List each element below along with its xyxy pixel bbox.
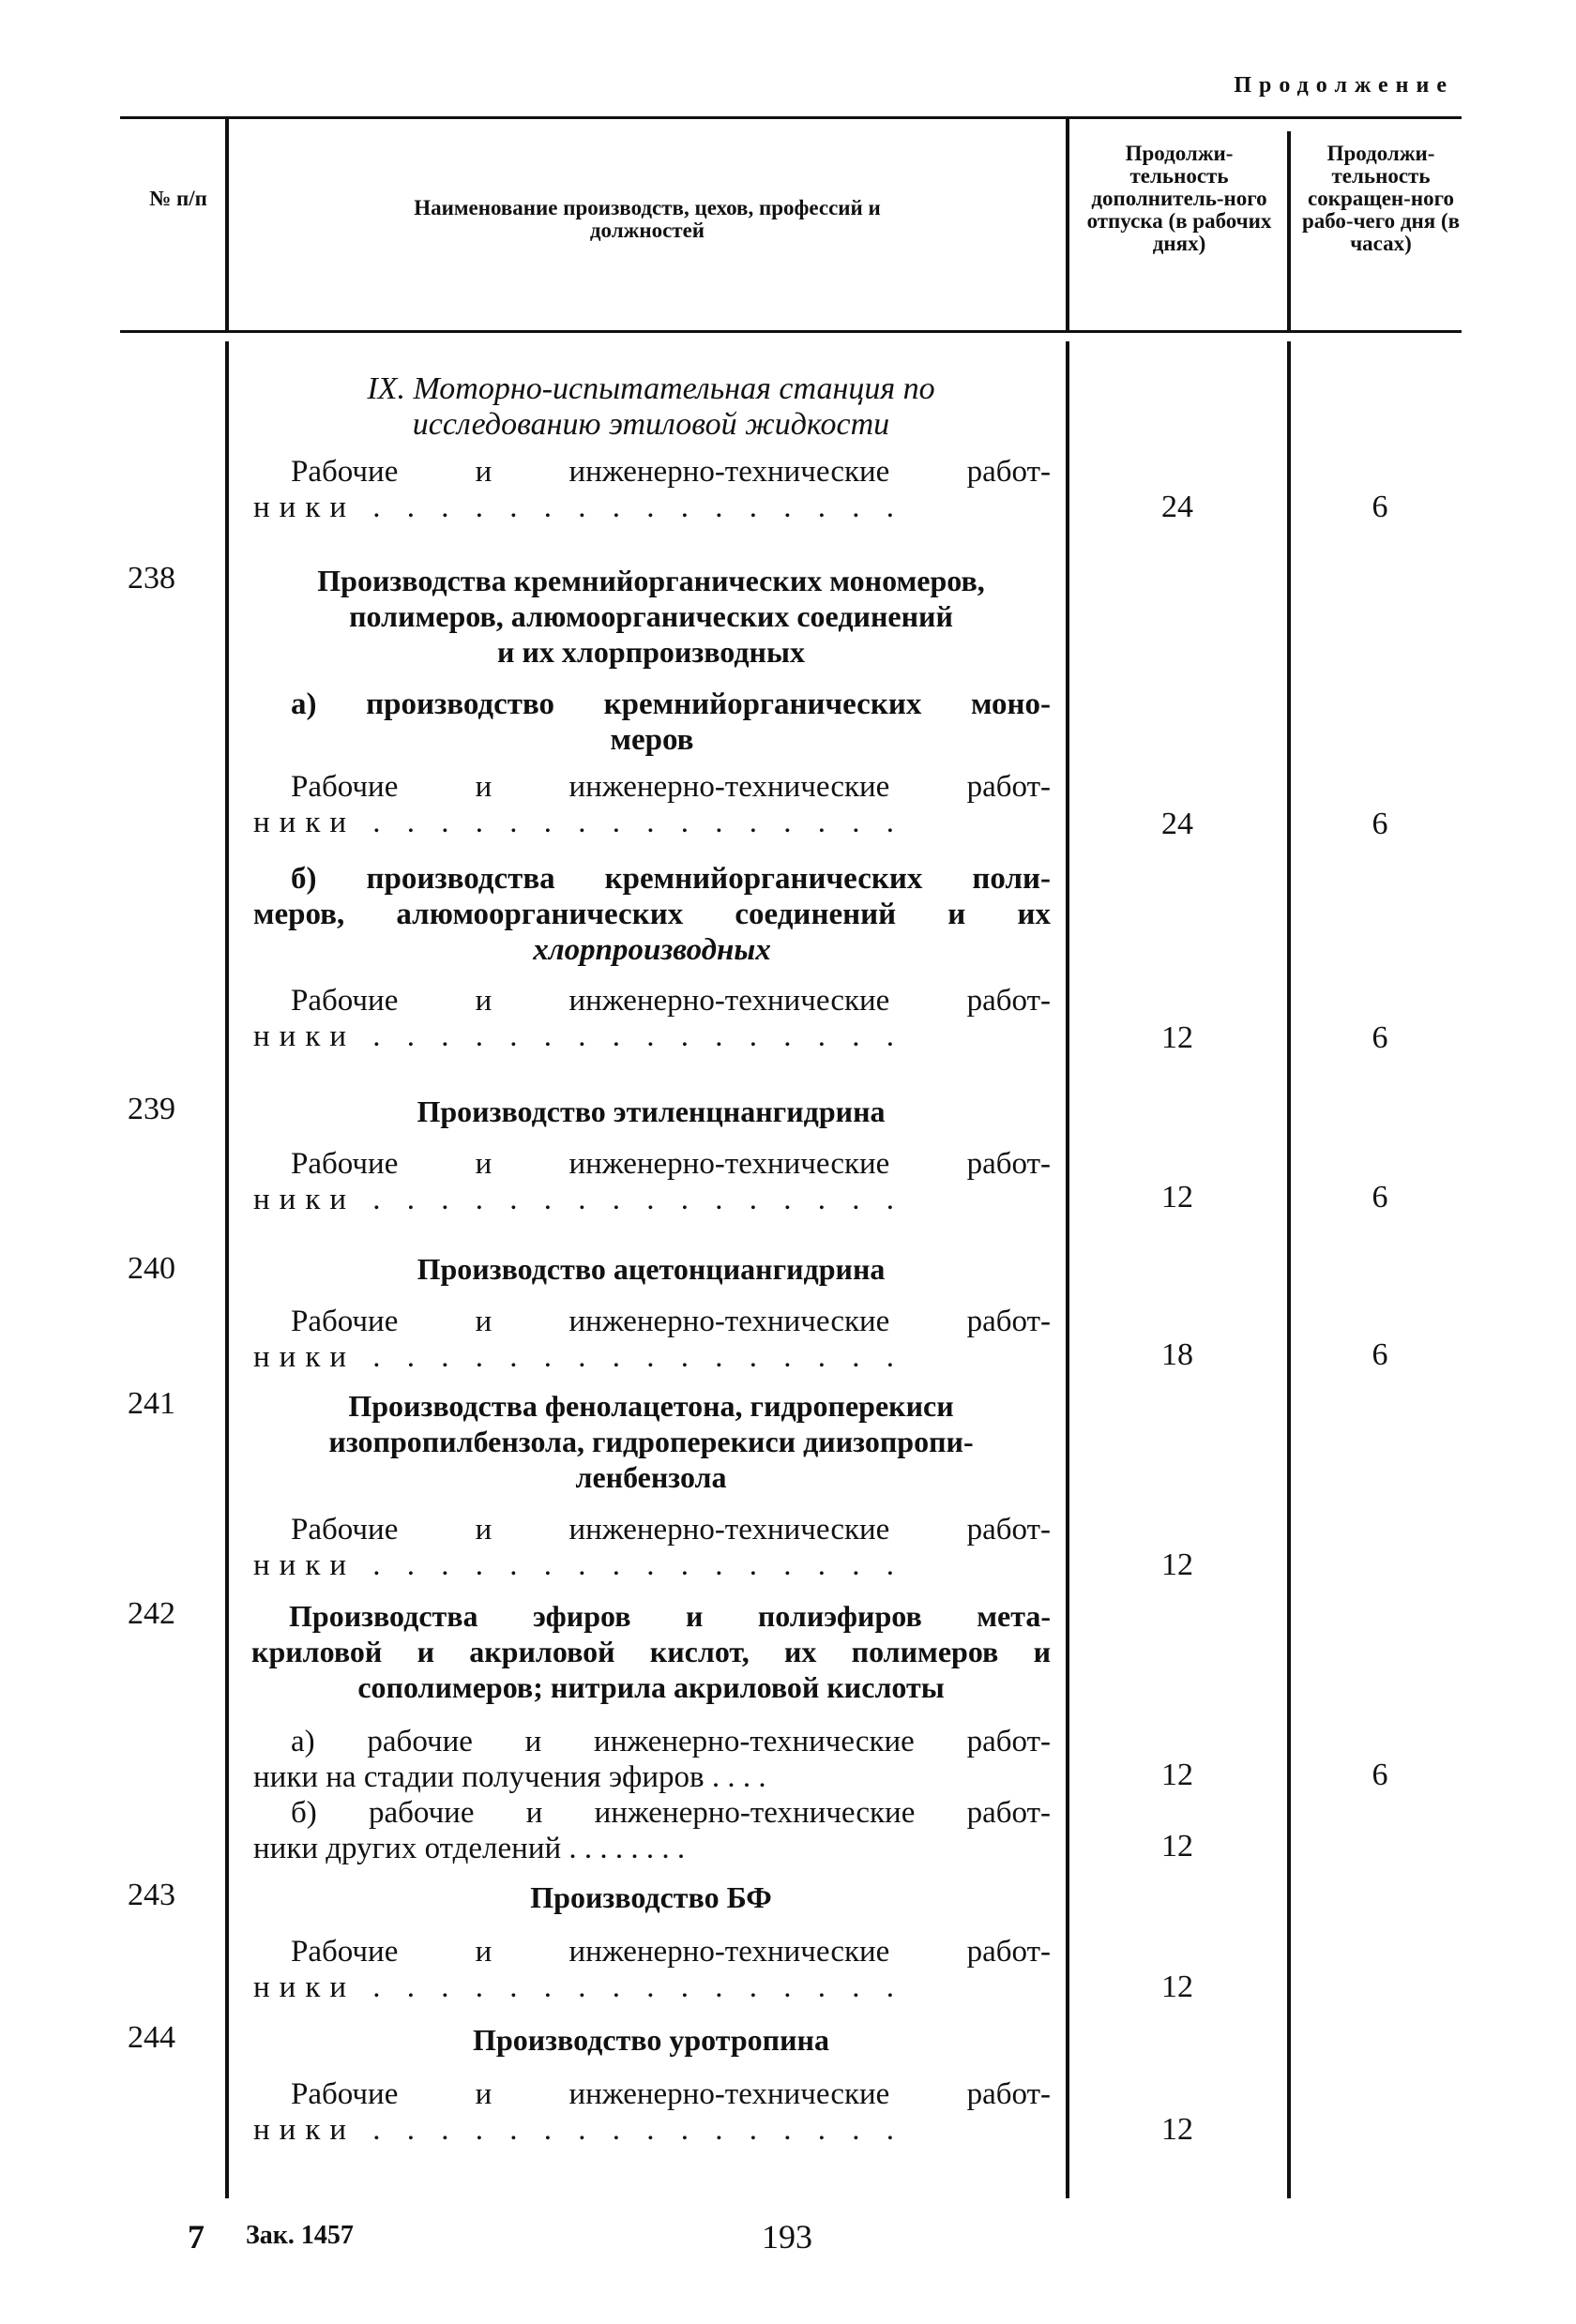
row-title: Производство БФ bbox=[530, 1880, 772, 1914]
row-number: 242 bbox=[128, 1596, 175, 1631]
column-divider-3-body bbox=[1287, 341, 1291, 2198]
row-title: Производства кремнийорганических мономеров, полимеров, алюмоорганических соединений и их хлорпроизводных bbox=[317, 564, 985, 669]
row-number: 243 bbox=[128, 1878, 175, 1912]
column-divider-2-body bbox=[1066, 341, 1069, 2198]
row-leave: 18 bbox=[1161, 1337, 1193, 1372]
subsection-b: б) производства кремнийорганических поли- меров, алюмоорганических соединений и их хлорпроизводных bbox=[253, 862, 1051, 967]
section-day: 6 bbox=[1371, 490, 1388, 524]
column-divider-3 bbox=[1287, 131, 1291, 330]
column-divider-1 bbox=[225, 118, 229, 330]
table-top-rule bbox=[120, 116, 1462, 119]
row-title: Производство этиленцнангидрина bbox=[417, 1094, 886, 1128]
row-leave: 24 bbox=[1161, 807, 1193, 841]
continuation-label: Продолжение bbox=[1234, 73, 1454, 98]
row-number: 240 bbox=[128, 1251, 175, 1286]
row-title: Производство уротропина bbox=[473, 2023, 829, 2057]
header-day: Продолжи-тельность сокращен-ного рабо-чего дня (в часах) bbox=[1301, 142, 1461, 255]
column-divider-1-body bbox=[225, 341, 229, 2198]
row-workers: Рабочие и инженерно-технические работ- ники . . . . . . . . . . . . . . . . bbox=[253, 770, 1051, 839]
section-title: IX. Моторно-испытательная станция по исследованию этиловой жидкости bbox=[367, 371, 935, 442]
row-leave: 12 bbox=[1161, 2112, 1193, 2147]
row-number: 239 bbox=[128, 1092, 175, 1126]
row-title: Производство ацетонциангидрина bbox=[417, 1252, 886, 1286]
row-workers: Рабочие и инженерно-технические работ- ники . . . . . . . . . . . . . . . . bbox=[253, 984, 1051, 1053]
row-leave: 12 bbox=[1161, 1180, 1193, 1215]
row-number: 241 bbox=[128, 1386, 175, 1421]
row-workers: Рабочие и инженерно-технические работ- ники . . . . . . . . . . . . . . . . bbox=[253, 1513, 1051, 1582]
row-workers: Рабочие и инженерно-технические работ- ники . . . . . . . . . . . . . . . . bbox=[253, 1935, 1051, 2004]
section-leave: 24 bbox=[1161, 490, 1193, 524]
footer-sheet-number: 7 bbox=[188, 2218, 205, 2256]
row-title: Производства фенолацетона, гидроперекиси изопропилбензола, гидроперекиси диизопропи- ленбензола bbox=[328, 1389, 974, 1494]
row-title: Производства эфиров и полиэфиров мета- криловой и акриловой кислот, их полимеров и сополимеров; нитрила акриловой кислоты bbox=[251, 1599, 1051, 1704]
row-day: 6 bbox=[1371, 807, 1388, 841]
row-workers: Рабочие и инженерно-технические работ- ники . . . . . . . . . . . . . . . . bbox=[253, 1147, 1051, 1216]
row-leave: 12 bbox=[1161, 1020, 1193, 1055]
header-name: Наименование производств, цехов, профессий и должностей bbox=[414, 196, 881, 242]
row-day: 6 bbox=[1371, 1020, 1388, 1055]
page-number: 193 bbox=[762, 2218, 812, 2256]
header-leave: Продолжи-тельность дополнитель-ного отпуска (в рабочих днях) bbox=[1086, 142, 1272, 255]
section-workers: Рабочие и инженерно-технические работ- ники . . . . . . . . . . . . . . . . bbox=[253, 455, 1051, 524]
table-header-rule bbox=[120, 330, 1462, 333]
row-leave: 12 bbox=[1161, 1969, 1193, 2004]
footer-order: Зак. 1457 bbox=[246, 2221, 354, 2250]
subsection-a: а) производство кремнийорганических моно- меров bbox=[291, 687, 1051, 757]
row-number: 238 bbox=[128, 561, 175, 596]
row-leave: 12 bbox=[1161, 1547, 1193, 1582]
subsection-a: а) рабочие и инженерно-технические работ- ники на стадии получения эфиров . . . . bbox=[253, 1725, 1051, 1794]
row-leave: 12 bbox=[1161, 1758, 1193, 1792]
row-day: 6 bbox=[1371, 1337, 1388, 1372]
column-divider-2 bbox=[1066, 118, 1069, 330]
row-day: 6 bbox=[1371, 1180, 1388, 1215]
row-workers: Рабочие и инженерно-технические работ- ники . . . . . . . . . . . . . . . . bbox=[253, 1305, 1051, 1374]
row-leave: 12 bbox=[1161, 1829, 1193, 1864]
subsection-b: б) рабочие и инженерно-технические работ- ники других отделений . . . . . . . . bbox=[253, 1796, 1051, 1865]
row-workers: Рабочие и инженерно-технические работ- ники . . . . . . . . . . . . . . . . bbox=[253, 2077, 1051, 2147]
row-day: 6 bbox=[1371, 1758, 1388, 1792]
row-number: 244 bbox=[128, 2020, 175, 2055]
header-number: № п/п bbox=[149, 187, 207, 210]
